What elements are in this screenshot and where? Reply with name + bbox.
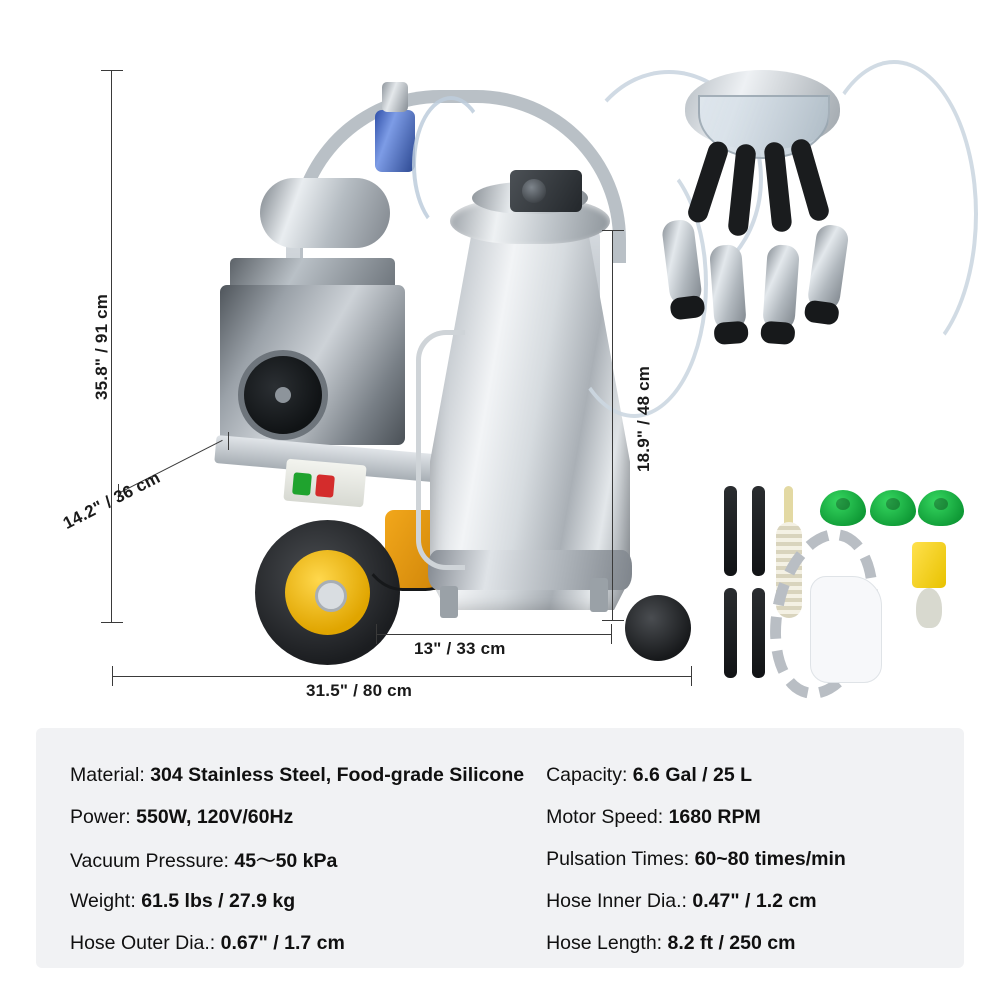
spec-hose-outer-dia xyxy=(70,932,345,955)
bucket-height-dimension-line xyxy=(612,230,613,620)
spec-pulsation-times-value: 60~80 times/min xyxy=(694,847,846,870)
spec-hose-inner-dia xyxy=(536,890,817,913)
spec-vacuum-pressure-value: 45～50 kPa xyxy=(234,850,338,872)
spec-motor-speed-value: 1680 RPM xyxy=(668,805,761,828)
sponge-head xyxy=(916,588,942,628)
yellow-cleaning-tool xyxy=(912,542,946,588)
spec-hose-inner-dia-value: 0.47" / 1.2 cm xyxy=(692,889,817,912)
specifications-panel xyxy=(36,728,964,968)
silicone-rod-3 xyxy=(724,588,737,678)
milking-machine-illustration xyxy=(120,30,680,690)
depth-dimension-label: 14.2" / 36 cm xyxy=(60,467,164,533)
spec-capacity-value: 6.6 Gal / 25 L xyxy=(632,763,753,786)
bucket-height-tick-top xyxy=(602,230,624,231)
spec-vacuum-pressure-label: Vacuum Pressure: xyxy=(70,850,229,872)
spec-material-label: Material: xyxy=(70,763,145,786)
caster-wheel xyxy=(625,595,691,661)
spec-hose-inner-dia-label: Hose Inner Dia.: xyxy=(546,889,687,912)
spec-hose-length-label: Hose Length: xyxy=(546,931,663,954)
spec-capacity xyxy=(536,764,752,787)
spec-power xyxy=(70,806,293,829)
bucket-width-dimension-label: 13" / 33 cm xyxy=(414,639,506,658)
bucket-foot-right xyxy=(590,578,608,612)
spec-material-value: 304 Stainless Steel, Food-grade Silicone xyxy=(150,763,525,786)
regulator-cap xyxy=(382,82,408,112)
bucket-width-tick-right xyxy=(611,624,612,644)
spec-weight-label: Weight: xyxy=(70,889,136,912)
spec-weight-value: 61.5 lbs / 27.9 kg xyxy=(141,889,296,912)
spec-motor-speed xyxy=(536,806,761,829)
spec-hose-length xyxy=(536,932,795,955)
bucket-width-dimension-line xyxy=(376,634,612,635)
spec-pulsation-times-label: Pulsation Times: xyxy=(546,847,690,870)
bucket-foot-left xyxy=(440,586,458,618)
height-tick-top xyxy=(101,70,123,71)
teat-cup-3 xyxy=(762,244,800,332)
wheel-hub xyxy=(285,550,370,635)
spec-pulsation-times xyxy=(536,848,846,871)
vacuum-regulator xyxy=(375,110,415,172)
bucket-width-tick-left xyxy=(376,624,377,644)
pump-cooling-fan xyxy=(238,350,328,440)
accessory-kit xyxy=(718,480,968,680)
silicone-rod-1 xyxy=(724,486,737,576)
silicone-plug-1 xyxy=(820,490,866,526)
overall-width-dimension-line xyxy=(112,676,692,677)
silicone-plug-3 xyxy=(918,490,964,526)
spec-motor-speed-label: Motor Speed: xyxy=(546,805,664,828)
spec-hose-outer-dia-value: 0.67" / 1.7 cm xyxy=(220,931,345,954)
height-dimension-label: 35.8" / 91 cm xyxy=(92,293,111,400)
spec-weight xyxy=(70,890,295,913)
claw-supply-hose xyxy=(810,60,978,368)
silicone-rod-2 xyxy=(752,486,765,576)
power-on-switch[interactable] xyxy=(292,472,312,495)
spec-hose-length-value: 8.2 ft / 250 cm xyxy=(667,931,796,954)
spec-power-value: 550W, 120V/60Hz xyxy=(136,805,294,828)
overall-width-tick-right xyxy=(691,666,692,686)
silicone-rod-4 xyxy=(752,588,765,678)
specifications-grid xyxy=(36,728,964,968)
bucket-height-tick-bottom xyxy=(602,620,624,621)
silicone-plug-2 xyxy=(870,490,916,526)
pulsator xyxy=(510,170,582,212)
protective-gloves xyxy=(810,576,882,683)
overall-width-dimension-label: 31.5" / 80 cm xyxy=(306,681,413,700)
power-off-switch[interactable] xyxy=(315,474,335,497)
bucket-height-dimension-label: 18.9" / 48 cm xyxy=(634,365,653,472)
depth-tick-end xyxy=(228,432,229,450)
spec-power-label: Power: xyxy=(70,805,131,828)
air-tank xyxy=(260,178,390,248)
overall-width-tick-left xyxy=(112,666,113,686)
spec-material xyxy=(70,764,524,787)
spec-capacity-label: Capacity: xyxy=(546,763,628,786)
spec-hose-outer-dia-label: Hose Outer Dia.: xyxy=(70,931,216,954)
height-tick-bottom xyxy=(101,622,123,623)
teat-cup-2 xyxy=(709,244,747,332)
spec-vacuum-pressure xyxy=(70,845,337,873)
bucket-handle[interactable] xyxy=(416,330,465,570)
